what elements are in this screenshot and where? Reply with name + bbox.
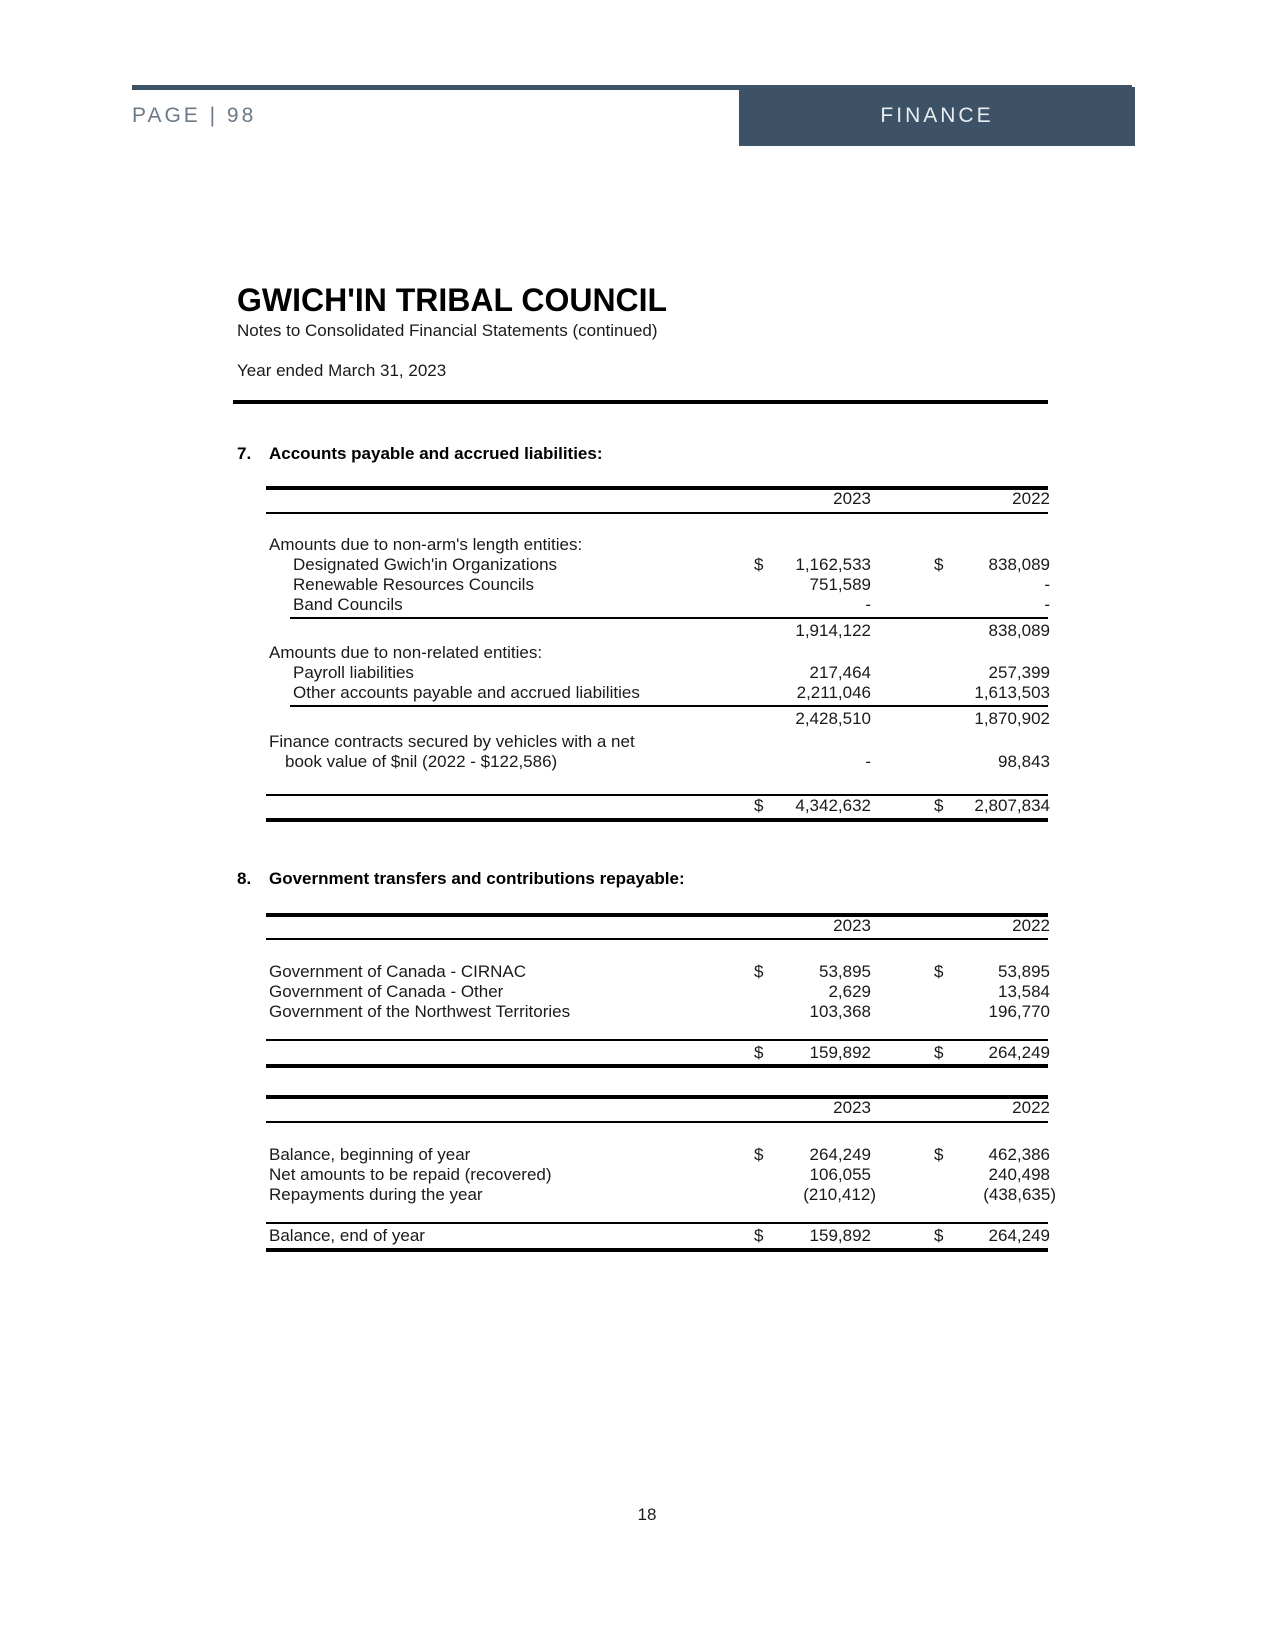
note-8-value-2022: 196,770 xyxy=(988,1002,1050,1021)
continuity-col-2022: 2022 xyxy=(1012,1098,1050,1117)
continuity-currency-2022: $ xyxy=(934,1145,944,1164)
note-7-row-label: Designated Gwich'in Organizations xyxy=(293,555,558,574)
continuity-value-2023: (210,412) xyxy=(803,1185,876,1204)
note-8-row-label: Government of the Northwest Territories xyxy=(269,1002,571,1021)
note-7-row-label: Renewable Resources Councils xyxy=(293,575,534,594)
note-8-col-2023: 2023 xyxy=(833,916,871,935)
continuity-end-label: Balance, end of year xyxy=(269,1226,425,1245)
note-7-total-2022: 2,807,834 xyxy=(974,796,1050,815)
note-7-value-2022: 257,399 xyxy=(988,663,1050,682)
note-8-currency-2023: $ xyxy=(754,962,764,981)
note-8-total-currency-2023: $ xyxy=(754,1043,764,1062)
note-7-value-2022: - xyxy=(1044,575,1050,594)
note-7-col-2023: 2023 xyxy=(833,489,871,508)
continuity-end-2023: 159,892 xyxy=(809,1226,871,1245)
note-7-finance-label-line-1: Finance contracts secured by vehicles with a net xyxy=(269,732,635,751)
note-7-value-2022: 838,089 xyxy=(988,555,1050,574)
year-ended: Year ended March 31, 2023 xyxy=(237,361,447,380)
note-8-total-2023: 159,892 xyxy=(809,1043,871,1062)
continuity-col-2023: 2023 xyxy=(833,1098,871,1117)
note-7-finance-2023: - xyxy=(865,752,871,771)
note-7-total-rule-bottom xyxy=(266,818,1048,822)
continuity-row-label: Balance, beginning of year xyxy=(269,1145,471,1164)
note-7-value-2023: 217,464 xyxy=(809,663,871,682)
note-8-header-rule-bottom xyxy=(266,938,1048,940)
note-7-title: Accounts payable and accrued liabilities: xyxy=(269,444,603,463)
note-8-row-label: Government of Canada - Other xyxy=(269,982,504,1001)
continuity-end-2022: 264,249 xyxy=(988,1226,1050,1245)
note-7-value-2023: 2,211,046 xyxy=(796,683,871,702)
note-7-subtotal-2-2022: 1,870,902 xyxy=(974,709,1050,728)
note-8-value-2023: 103,368 xyxy=(809,1002,871,1021)
continuity-end-rule-top xyxy=(266,1222,1048,1224)
note-7-total-currency-2022: $ xyxy=(934,796,944,815)
note-8-value-2022: 53,895 xyxy=(998,962,1050,981)
continuity-currency-2023: $ xyxy=(754,1145,764,1164)
title-divider xyxy=(233,400,1048,404)
note-7-number: 7. xyxy=(237,444,252,463)
note-7-value-2023: - xyxy=(865,595,871,614)
note-8-total-rule-top xyxy=(266,1039,1048,1041)
continuity-value-2022: (438,635) xyxy=(983,1185,1056,1204)
organization-title: GWICH'IN TRIBAL COUNCIL xyxy=(237,282,668,318)
note-8-total-rule-bottom xyxy=(266,1064,1048,1068)
continuity-value-2022: 240,498 xyxy=(988,1165,1050,1184)
note-7-group-1-label: Amounts due to non-arm's length entities: xyxy=(269,535,583,554)
note-7-currency-2023: $ xyxy=(754,555,764,574)
note-7-value-2023: 751,589 xyxy=(809,575,871,594)
note-8-total-2022: 264,249 xyxy=(988,1043,1050,1062)
note-8-number: 8. xyxy=(237,869,252,888)
note-7-subtotal-1-2022: 838,089 xyxy=(988,621,1050,640)
note-7-subtotal-1-2023: 1,914,122 xyxy=(795,621,871,640)
note-7-value-2022: 1,613,503 xyxy=(974,683,1050,702)
note-8-value-2022: 13,584 xyxy=(998,982,1050,1001)
note-8-col-2022: 2022 xyxy=(1012,916,1050,935)
note-7-total-2023: 4,342,632 xyxy=(795,796,871,815)
continuity-end-currency-2023: $ xyxy=(754,1226,764,1245)
note-7-row-label: Other accounts payable and accrued liabilities xyxy=(293,683,640,702)
continuity-value-2022: 462,386 xyxy=(988,1145,1050,1164)
note-7-finance-2022: 98,843 xyxy=(998,752,1050,771)
continuity-end-currency-2022: $ xyxy=(934,1226,944,1245)
page-label: PAGE | 98 xyxy=(132,104,257,127)
continuity-value-2023: 106,055 xyxy=(809,1165,871,1184)
page-number: 18 xyxy=(637,1505,657,1524)
note-7-group-2-label: Amounts due to non-related entities: xyxy=(269,643,543,662)
note-7-header-rule-bottom xyxy=(266,512,1048,514)
note-8-row-label: Government of Canada - CIRNAC xyxy=(269,962,526,981)
note-7-row-label: Band Councils xyxy=(293,595,403,614)
note-8-value-2023: 53,895 xyxy=(819,962,871,981)
continuity-row-label: Repayments during the year xyxy=(269,1185,483,1204)
note-7-currency-2022: $ xyxy=(934,555,944,574)
note-7-total-currency-2023: $ xyxy=(754,796,764,815)
continuity-header-rule-bottom xyxy=(266,1121,1048,1123)
note-7-value-2023: 1,162,533 xyxy=(795,555,871,574)
note-7-subtotal-2-2023: 2,428,510 xyxy=(795,709,871,728)
note-8-total-currency-2022: $ xyxy=(934,1043,944,1062)
note-7-row-label: Payroll liabilities xyxy=(293,663,414,682)
note-8-value-2023: 2,629 xyxy=(828,982,871,1001)
continuity-value-2023: 264,249 xyxy=(809,1145,871,1164)
note-8-title: Government transfers and contributions repayable: xyxy=(269,869,685,888)
note-7-subtotal-1-rule xyxy=(290,617,1048,619)
note-7-finance-label-line-2: book value of $nil (2022 - $122,586) xyxy=(285,752,558,771)
note-7-total-rule-top xyxy=(266,794,1048,796)
section-label: FINANCE xyxy=(880,104,994,127)
note-7-subtotal-2-rule xyxy=(290,705,1048,707)
note-8-header-rule-top xyxy=(266,913,1048,917)
continuity-header-rule-top xyxy=(266,1095,1048,1099)
document-subtitle: Notes to Consolidated Financial Statements (continued) xyxy=(237,321,658,340)
note-8-currency-2022: $ xyxy=(934,962,944,981)
note-7-value-2022: - xyxy=(1044,595,1050,614)
note-7-header-rule-top xyxy=(266,486,1048,490)
note-7-col-2022: 2022 xyxy=(1012,489,1050,508)
continuity-end-rule-bottom xyxy=(266,1248,1048,1252)
continuity-row-label: Net amounts to be repaid (recovered) xyxy=(269,1165,552,1184)
